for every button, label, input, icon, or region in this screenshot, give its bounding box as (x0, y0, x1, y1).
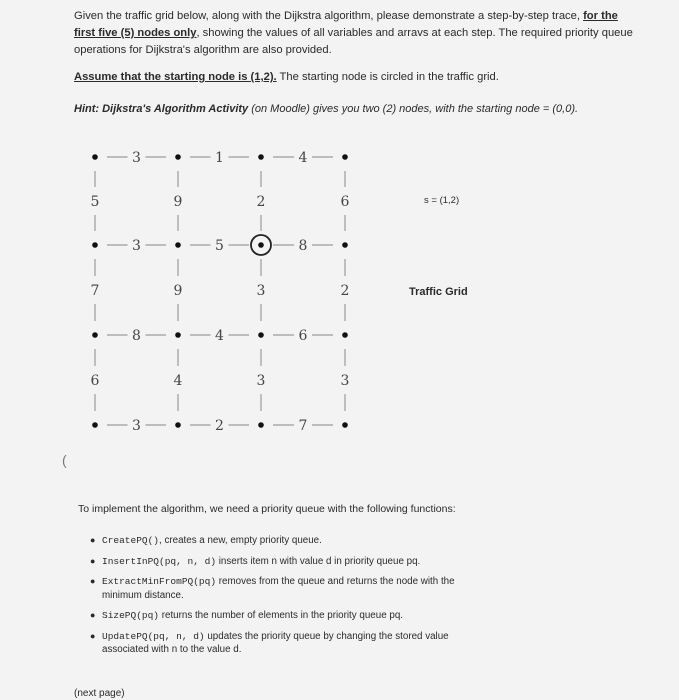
edge-weight-horizontal: 1 (215, 150, 224, 166)
intro-emphasis: for the first five (5) nodes only (74, 10, 618, 39)
pq-function-signature: CreatePQ() (102, 535, 160, 546)
bullet-icon: ● (90, 576, 96, 586)
grid-node (258, 242, 264, 248)
edge-weight-vertical: 3 (256, 283, 266, 299)
grid-node (342, 154, 348, 160)
edge-weight-vertical: 3 (340, 373, 350, 389)
pq-function-signature: UpdatePQ(pq, n, d) (102, 630, 205, 642)
edge-weight-horizontal: 5 (215, 238, 224, 254)
edge-weight-vertical: 6 (90, 373, 100, 389)
pq-function-signature: SizePQ(pq) (102, 610, 160, 621)
intro-line-3: priority queue operations for Dijkstra's algorithm are also provided. (74, 27, 633, 56)
pq-function-description: updates the priority queue by changing the stored value associated with n to the value d. (102, 630, 449, 655)
edge-weight-vertical: 9 (173, 283, 183, 299)
pq-intro: To implement the algorithm, we need a priority queue with the following functions: (78, 503, 456, 515)
traffic-grid-title: Traffic Grid (409, 286, 468, 298)
edge-weight-horizontal: 3 (132, 418, 141, 434)
intro-line-2: , showing the values of all variables and arravs at each step. The required (196, 27, 562, 39)
grid-node (92, 422, 98, 428)
pq-function-item (90, 534, 470, 548)
edge-weight-vertical: 7 (90, 283, 100, 299)
grid-node (258, 154, 264, 160)
edge-weight-horizontal: 2 (215, 418, 224, 434)
pq-function-item (90, 609, 470, 623)
grid-node (175, 332, 181, 338)
grid-node (92, 154, 98, 160)
pq-function-item (90, 555, 470, 569)
edge-weight-horizontal: 8 (298, 238, 308, 254)
pq-function-list (90, 534, 470, 664)
edge-weight-vertical: 6 (340, 194, 350, 210)
intro-line-1: Given the traffic grid below, along with the Dijkstra algorithm, please demonstrate a step-by-step trace, (74, 10, 580, 22)
edge-weight-horizontal: 7 (298, 418, 308, 434)
pq-function-signature: InsertInPQ(pq, n, d) (102, 555, 217, 567)
edge-weight-vertical: 3 (256, 373, 266, 389)
hint-bold: Hint: Dijkstra's Algorithm Activity (74, 103, 249, 115)
grid-node (342, 242, 348, 248)
edge-weight-horizontal: 6 (298, 328, 308, 344)
pq-function-description: returns the number of elements in the priority queue pq. (159, 610, 403, 621)
edge-weight-horizontal: 3 (132, 238, 141, 254)
pq-function-description: , creates a new, empty priority queue. (159, 535, 322, 546)
grid-node (258, 332, 264, 338)
edge-weight-vertical: 4 (173, 373, 183, 389)
next-page-note: (next page) (74, 688, 125, 699)
pq-function-item (90, 575, 470, 602)
grid-node (175, 422, 181, 428)
edge-weight-horizontal: 3 (132, 150, 141, 166)
grid-node (258, 422, 264, 428)
margin-mark: ( (62, 452, 67, 468)
edge-weight-vertical: 5 (90, 194, 100, 210)
edge-weight-horizontal: 8 (132, 328, 141, 344)
assumption-rest: The starting node is circled in the traffic grid. (276, 71, 499, 83)
bullet-icon: ● (90, 535, 96, 545)
grid-node (92, 332, 98, 338)
grid-node (342, 422, 348, 428)
pq-function-signature: ExtractMinFromPQ(pq) (102, 576, 217, 587)
bullet-icon: ● (90, 610, 96, 620)
edge-weight-vertical: 2 (340, 283, 350, 299)
pq-function-item (90, 630, 470, 657)
assumption-emphasis: Assume that the starting node is (1,2). (74, 71, 277, 83)
pq-function-description: inserts item n with value d in priority queue pq. (216, 555, 421, 567)
grid-node (175, 154, 181, 160)
grid-node (92, 242, 98, 248)
start-node-label: s = (1,2) (424, 195, 460, 206)
bullet-icon: ● (90, 555, 96, 566)
edge-weight-horizontal: 4 (215, 328, 224, 344)
edge-weight-vertical: 2 (256, 194, 266, 210)
bullet-icon: ● (90, 630, 96, 641)
grid-node (175, 242, 181, 248)
edge-weight-horizontal: 4 (298, 150, 308, 166)
hint-rest: (on Moodle) gives you two (2) nodes, with the starting node = (0,0). (248, 103, 579, 115)
edge-weight-vertical: 9 (173, 194, 183, 210)
grid-node (342, 332, 348, 338)
pq-function-description: removes from the queue and returns the node with the minimum distance. (102, 576, 455, 601)
